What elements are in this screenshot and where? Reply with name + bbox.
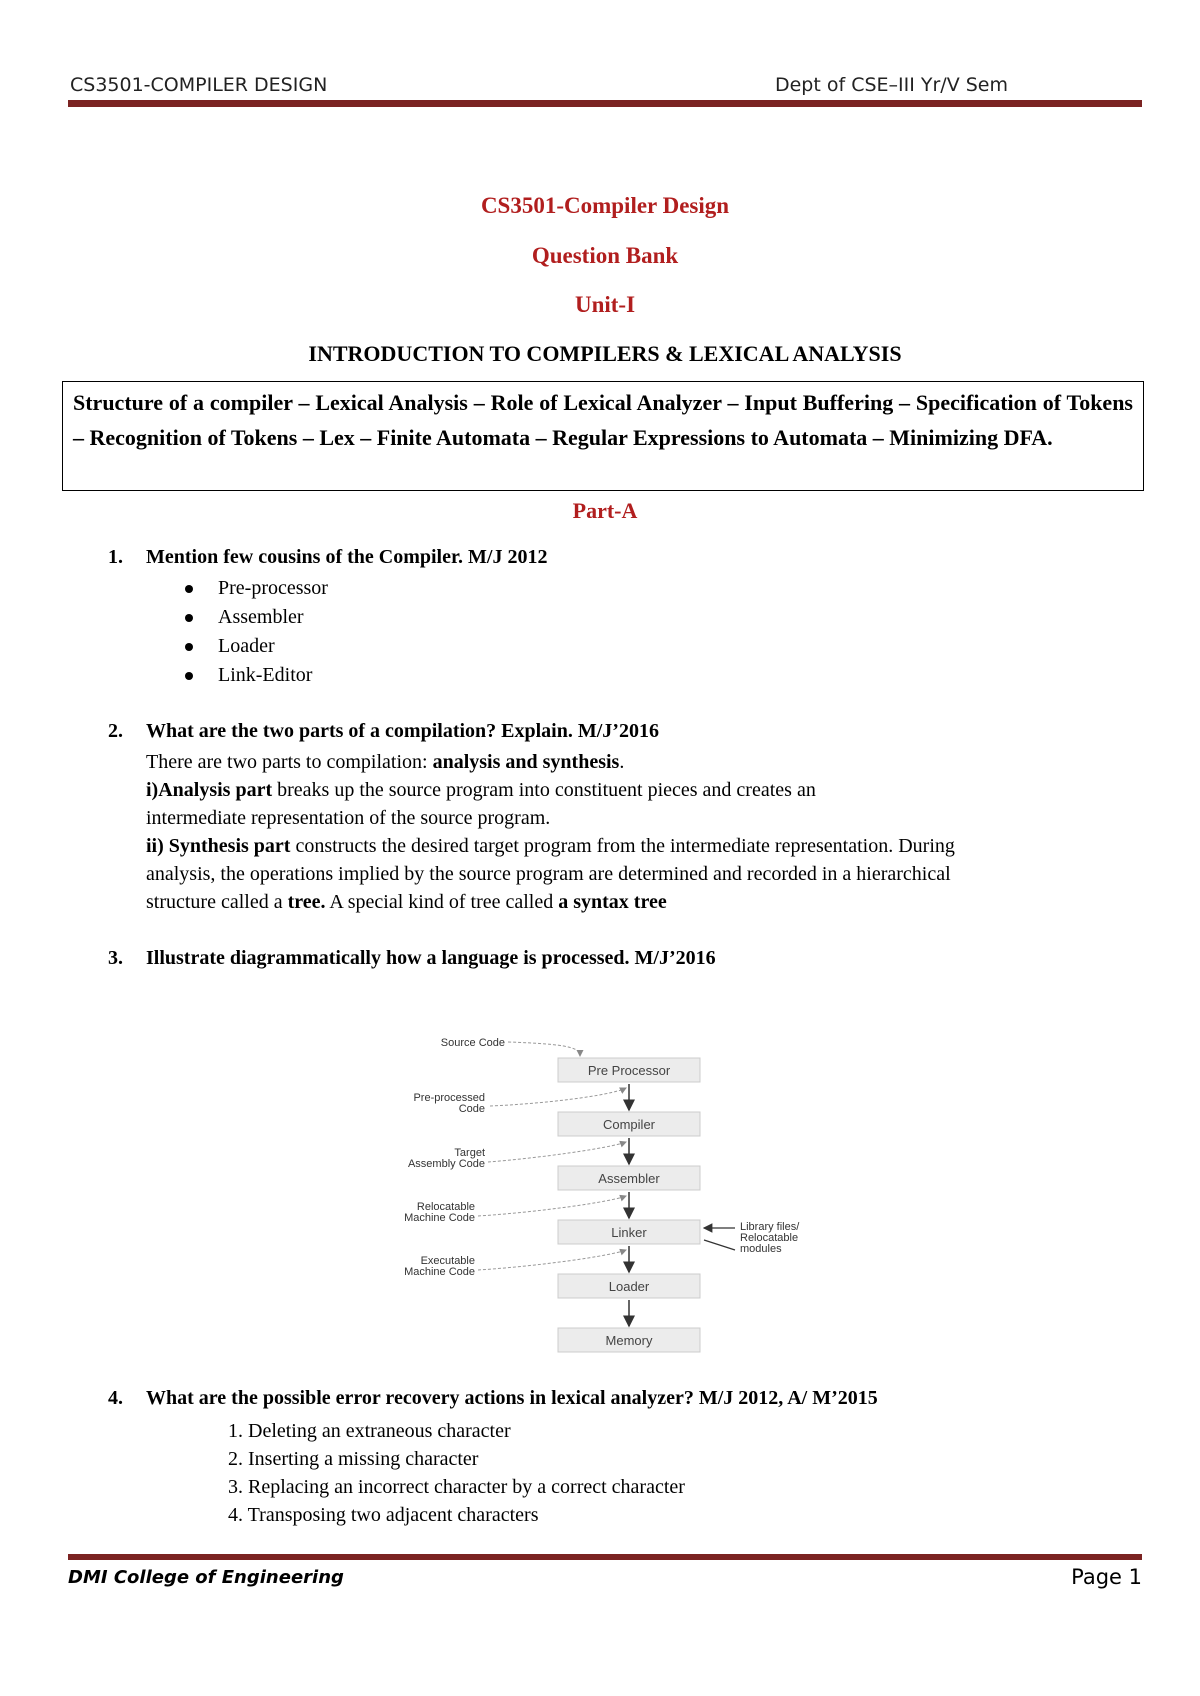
label-lib-modules: modules — [740, 1243, 782, 1255]
header-course: CS3501-COMPILER DESIGN — [70, 74, 328, 96]
question-text: Illustrate diagrammatically how a language is processed. M/J’2016 — [146, 947, 716, 969]
syllabus-box: Structure of a compiler – Lexical Analysis – Role of Lexical Analyzer – Input Buffering – Specification of Tokens – Recognition of Tokens – Lex – Finite Automata – Regular Expressions to Automata – Minimizing DFA. — [62, 381, 1144, 491]
list-item: 4. Transposing two adjacent characters — [228, 1504, 539, 1526]
header-dept: Dept of CSE–III Yr/V Sem — [774, 74, 1008, 96]
footer-college: DMI College of Engineering — [68, 1567, 344, 1588]
label-library-files: Library files/ — [740, 1221, 800, 1233]
question-number: 1. — [108, 546, 123, 568]
answer-text: structure called a — [146, 891, 288, 913]
list-item: Loader — [180, 632, 328, 661]
svg-text:Assembler: Assembler — [598, 1171, 660, 1186]
cousins-list — [180, 574, 328, 690]
answer-text: There are two parts to compilation: — [146, 751, 433, 773]
svg-text:Memory: Memory — [605, 1333, 653, 1348]
diagram-box-preprocessor — [558, 1058, 700, 1082]
label-exec-machine-code: Machine Code — [404, 1266, 475, 1278]
list-item: Assembler — [180, 603, 328, 632]
question-4 — [108, 1387, 878, 1410]
label-source-code: Source Code — [440, 1037, 505, 1049]
answer-text: . — [619, 751, 625, 773]
answer-text: constructs the desired target program from the intermediate representation. During — [290, 835, 955, 857]
list-item: 2. Inserting a missing character — [228, 1448, 479, 1470]
label-target: Target — [454, 1147, 485, 1159]
answer-text: A special kind of tree called — [325, 891, 559, 913]
question-number: 3. — [108, 947, 123, 969]
label-preprocessed: Pre-processed — [413, 1092, 485, 1104]
diagram-box-compiler — [558, 1112, 700, 1136]
label-assembly-code: Assembly Code — [407, 1158, 485, 1170]
unit-topic: INTRODUCTION TO COMPILERS & LEXICAL ANALYSIS — [308, 341, 902, 366]
diagram-box-memory — [558, 1328, 700, 1352]
answer-text: intermediate representation of the source program. — [146, 807, 551, 829]
label-preprocessed-code: Code — [458, 1103, 485, 1115]
list-item: 3. Replacing an incorrect character by a correct character — [228, 1476, 685, 1498]
part-label: Part-A — [572, 498, 638, 523]
list-item: Link-Editor — [180, 661, 328, 690]
list-item: Pre-processor — [180, 574, 328, 603]
svg-text:Pre Processor: Pre Processor — [587, 1063, 671, 1078]
diagram-box-loader — [558, 1274, 700, 1298]
answer-emphasis: ii) Synthesis part — [146, 835, 291, 857]
answer-emphasis: analysis and synthesis — [432, 751, 620, 773]
recovery-actions-list — [228, 1417, 685, 1529]
label-relocatable: Relocatable — [416, 1201, 475, 1213]
diagram-box-assembler — [558, 1166, 700, 1190]
course-title: CS3501-Compiler Design — [480, 193, 730, 218]
answer-text: analysis, the operations implied by the source program are determined and recorded in a hierarchical — [146, 863, 951, 885]
unit-label: Unit-I — [574, 292, 636, 317]
question-number: 4. — [108, 1387, 123, 1409]
language-processing-diagram — [390, 1030, 870, 1370]
question-3 — [108, 947, 716, 970]
label-lib-relocatable: Relocatable — [740, 1232, 799, 1244]
answer-emphasis: i)Analysis part — [146, 779, 273, 801]
svg-text:Linker: Linker — [611, 1225, 647, 1240]
label-executable: Executable — [420, 1255, 475, 1267]
question-1 — [108, 546, 547, 569]
answer-emphasis: tree. — [287, 891, 326, 913]
question-text: Mention few cousins of the Compiler. M/J 2012 — [146, 546, 548, 568]
list-item: 1. Deleting an extraneous character — [228, 1420, 511, 1442]
diagram-library-arrows — [704, 1228, 735, 1250]
svg-text:Compiler: Compiler — [602, 1117, 656, 1132]
footer-rule — [68, 1554, 1142, 1560]
question-text: What are the two parts of a compilation? Explain. M/J’2016 — [146, 720, 659, 742]
question-text: What are the possible error recovery actions in lexical analyzer? M/J 2012, A/ M’2015 — [146, 1387, 878, 1409]
question-2 — [108, 720, 659, 743]
svg-text:Loader: Loader — [608, 1279, 650, 1294]
answer-text: breaks up the source program into constituent pieces and creates an — [272, 779, 816, 801]
answer-emphasis: a syntax tree — [558, 891, 667, 913]
diagram-box-linker — [558, 1220, 700, 1244]
label-reloc-machine-code: Machine Code — [404, 1212, 475, 1224]
answer-2 — [146, 748, 1146, 916]
question-number: 2. — [108, 720, 123, 742]
header-rule — [68, 100, 1142, 107]
footer-page-number: Page 1 — [1071, 1565, 1142, 1589]
doc-subtitle: Question Bank — [531, 243, 679, 268]
